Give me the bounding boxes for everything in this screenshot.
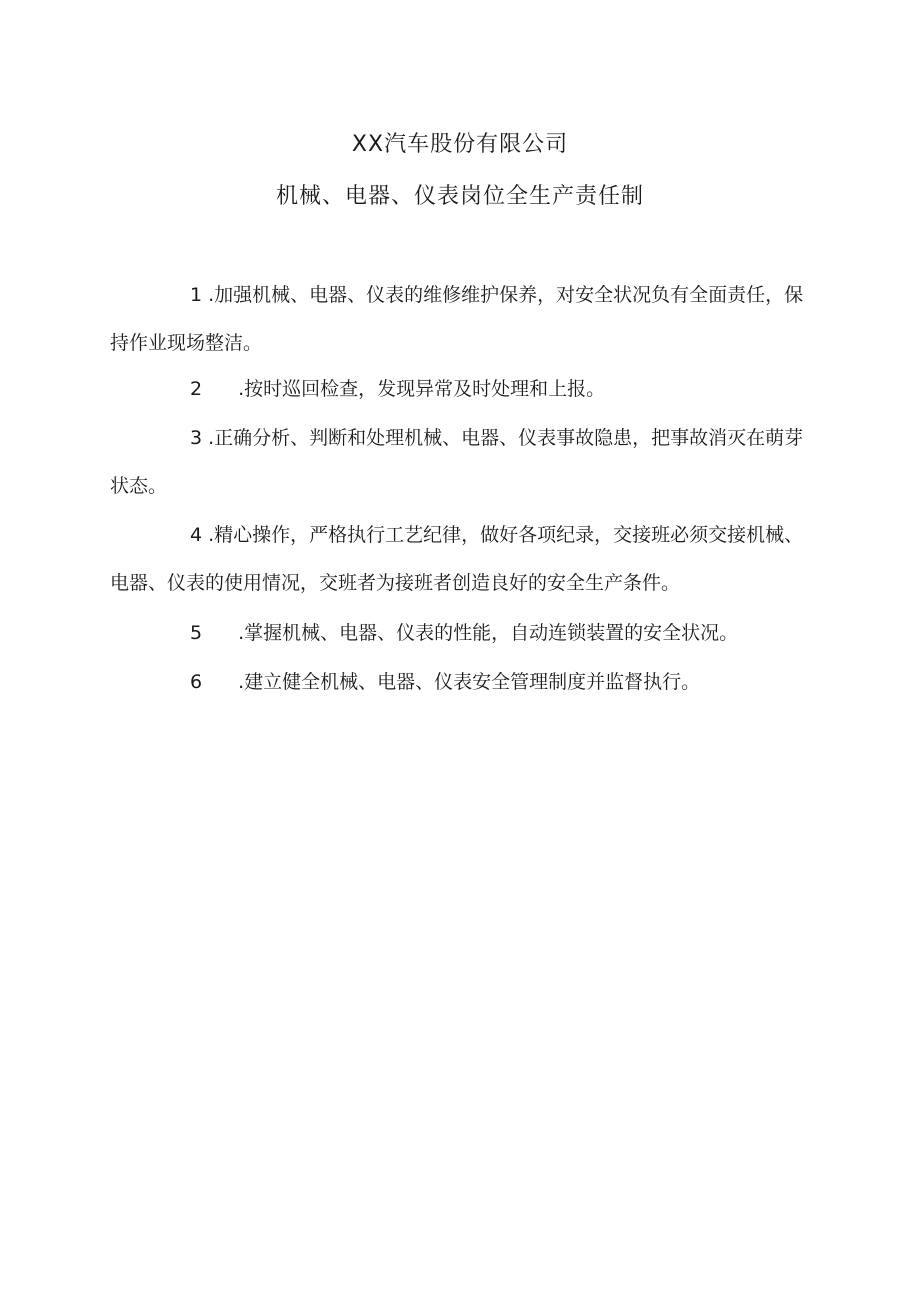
item-text: .按时巡回检查，发现异常及时处理和上报。 (238, 378, 606, 400)
item-text: .加强机械、电器、仪表的维修维护保养，对安全状况负有全面责任，保持作业现场整洁。 (110, 284, 804, 354)
item-number: 5 (190, 622, 203, 644)
item-number: 6 (190, 671, 203, 693)
item-number: 4 (190, 524, 203, 546)
company-title: XX汽车股份有限公司 (351, 132, 569, 157)
list-item (110, 365, 820, 413)
item-text: .建立健全机械、电器、仪表安全管理制度并监督执行。 (238, 671, 701, 693)
document-subtitle: 机械、电器、仪表岗位全生产责任制 (275, 184, 644, 209)
list-item (110, 271, 820, 367)
item-text: .正确分析、判断和处理机械、电器、仪表事故隐患，把事故消灭在萌芽状态。 (110, 427, 804, 497)
list-item (110, 658, 820, 706)
item-text: .掌握机械、电器、仪表的性能，自动连锁装置的安全状况。 (238, 622, 739, 644)
item-number: 3 (190, 427, 203, 449)
list-item (110, 414, 820, 510)
item-number: 2 (190, 378, 203, 400)
list-item (110, 511, 820, 607)
item-text: .精心操作，严格执行工艺纪律，做好各项纪录，交接班必须交接机械、电器、仪表的使用情况，交班者为接班者创造良好的安全生产条件。 (110, 524, 804, 594)
list-item (110, 609, 820, 657)
item-number: 1 (190, 284, 203, 306)
